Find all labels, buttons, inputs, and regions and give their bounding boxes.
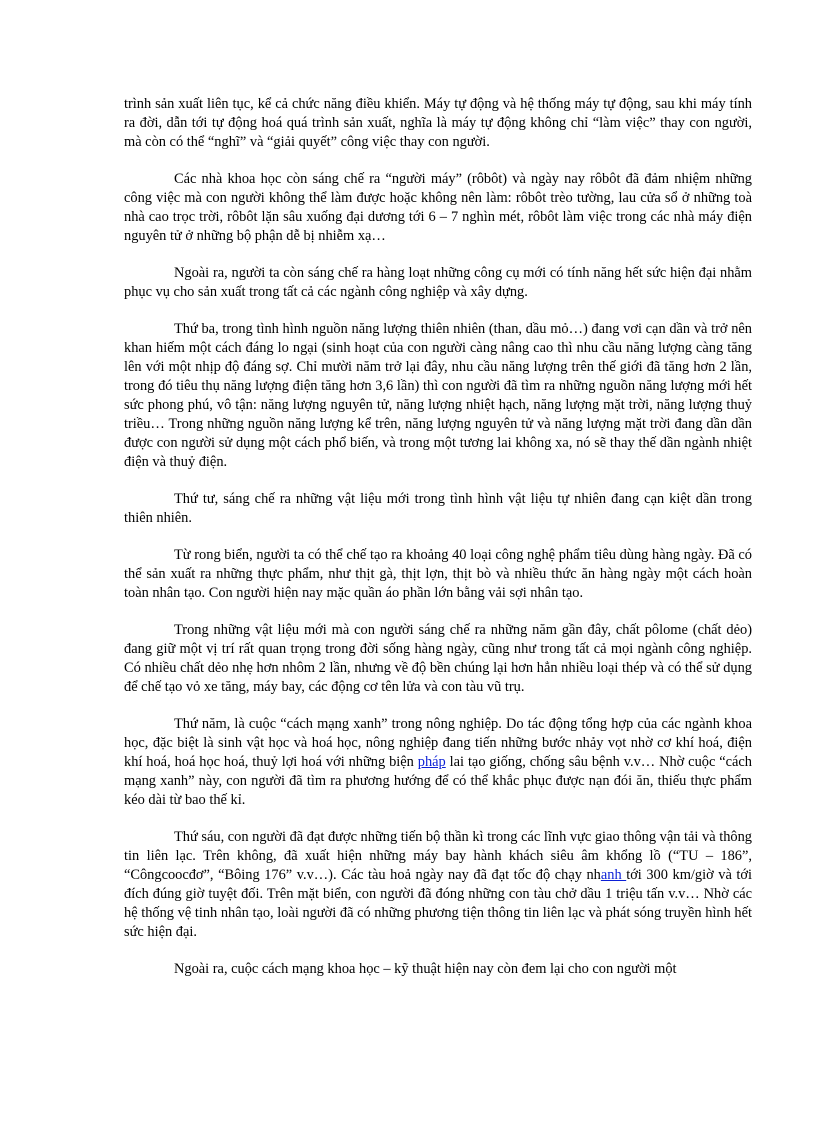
text-segment: Ngoài ra, người ta còn sáng chế ra hàng loạt những công cụ mới có tính năng hết sức hiện đại nhằm phục vụ cho sản xuất trong tất cả các ngành công nghiệp và xây dựng. [124, 265, 752, 300]
text-segment: Thứ sáu, con người đã đạt được những tiến bộ thần kì trong các lĩnh vực giao thông vận tải và thông tin liên lạc. Trên không, đã xuất hiện những máy bay hành khách siêu âm khổng lồ (“TU – 186”, “Côngcoocđơ”, “Bôing 176” v.v…). Các tàu hoả ngày nay đã đạt tốc độ chạy nh [124, 829, 752, 883]
paragraph-p1 [124, 95, 752, 152]
paragraph-p6 [124, 546, 752, 603]
text-segment: Từ rong biển, người ta có thể chế tạo ra khoảng 40 loại công nghệ phẩm tiêu dùng hàng ngày. Đã có thể sản xuất ra những thực phẩm, như thịt gà, thịt lợn, thịt bò và nhiều thức ăn hàng ngày một cách hoàn toàn nhân tạo. Con người hiện nay mặc quần áo phần lớn bằng vải sợi nhân tạo. [124, 547, 752, 601]
paragraph-p9 [124, 828, 752, 942]
text-segment: Thứ ba, trong tình hình nguồn năng lượng thiên nhiên (than, dầu mỏ…) đang vơi cạn dần và trở nên khan hiếm một cách đáng lo ngại (sinh hoạt của con người càng nâng cao thì nhu cầu năng lượng càng tăng lên với một nhịp độ đáng sợ. Chỉ mười năm trở lại đây, nhu cầu năng lượng trên thế giới đã tăng hơn 2 lần, trong đó tiêu thụ năng lượng điện tăng hơn 3,6 lần) thì con người đã tìm ra những nguồn năng lượng mới hết sức phong phú, vô tận: năng lượng nguyên tử, năng lượng nhiệt hạch, năng lượng mặt trời, năng lượng thuỷ triều… Trong những nguồn năng lượng kể trên, năng lượng nguyên tử và năng lượng mặt trời đang dần dần được con người sử dụng một cách phổ biến, và trong một tương lai không xa, nó sẽ thay thế dần ngành nhiệt điện và thuỷ điện. [124, 321, 752, 470]
paragraph-p4 [124, 320, 752, 472]
text-segment: lai tạo giống, chống sâu bệnh v.v… Nhờ cuộc “cách mạng xanh” này, con người đã tìm ra phương hướng để có thể khắc phục được nạn đói ăn, thiếu thực phẩm kéo dài từ bao thế kỉ. [124, 754, 752, 808]
paragraph-p7 [124, 621, 752, 697]
paragraph-p10 [124, 960, 752, 979]
text-segment: trình sản xuất liên tục, kể cả chức năng điều khiển. Máy tự động và hệ thống máy tự động, sau khi máy tính ra đời, dẫn tới tự động hoá quá trình sản xuất, nghĩa là máy tự động không chỉ “làm việc” thay con người, mà còn có thể “nghĩ” và “giải quyết” công việc thay con người. [124, 96, 752, 150]
text-segment: Ngoài ra, cuộc cách mạng khoa học – kỹ thuật hiện nay còn đem lại cho con người một [174, 961, 677, 977]
inline-link[interactable]: anh [600, 867, 627, 883]
inline-link[interactable]: pháp [417, 754, 446, 770]
text-segment: tới 300 km/giờ và tới đích đúng giờ tuyệt đối. Trên mặt biển, con người đã đóng những con tàu chở dầu 1 triệu tấn v.v… Nhờ các hệ thống vệ tinh nhân tạo, loài người đã có những phương tiện thông tin liên lạc và phát sóng truyền hình hết sức hiện đại. [124, 867, 752, 940]
text-segment: Thứ tư, sáng chế ra những vật liệu mới trong tình hình vật liệu tự nhiên đang cạn kiệt dần trong thiên nhiên. [124, 491, 752, 526]
text-segment: Thứ năm, là cuộc “cách mạng xanh” trong nông nghiệp. Do tác động tổng hợp của các ngành khoa học, đặc biệt là sinh vật học và hoá học, nông nghiệp đang tiến những bước nhảy vọt nhờ cơ khí hoá, điện khí hoá, hoá học hoá, thuỷ lợi hoá với những biện [124, 716, 752, 770]
paragraph-p2 [124, 170, 752, 246]
text-segment: Các nhà khoa học còn sáng chế ra “người máy” (rôbôt) và ngày nay rôbôt đã đảm nhiệm những công việc mà con người không thể làm được hoặc không nên làm: rôbôt trèo tường, lau cửa sổ ở những toà nhà cao trọc trời, rôbôt lặn sâu xuống đại dương tới 6 – 7 nghìn mét, rôbôt làm việc trong các nhà máy điện nguyên tử ở những bộ phận dễ bị nhiễm xạ… [124, 171, 752, 244]
paragraph-p5 [124, 490, 752, 528]
document-body [124, 95, 752, 997]
paragraph-p8 [124, 715, 752, 810]
text-segment: Trong những vật liệu mới mà con người sáng chế ra những năm gần đây, chất pôlome (chất dẻo) đang giữ một vị trí rất quan trọng trong đời sống hàng ngày, cũng như trong tất cả mọi ngành công nghiệp. Có nhiều chất dẻo nhẹ hơn nhôm 2 lần, nhưng về độ bền chúng lại hơn hẳn nhiều loại thép và có thể sử dụng để chế tạo vỏ xe tăng, máy bay, các động cơ tên lửa và con tàu vũ trụ. [124, 622, 752, 695]
paragraph-p3 [124, 264, 752, 302]
